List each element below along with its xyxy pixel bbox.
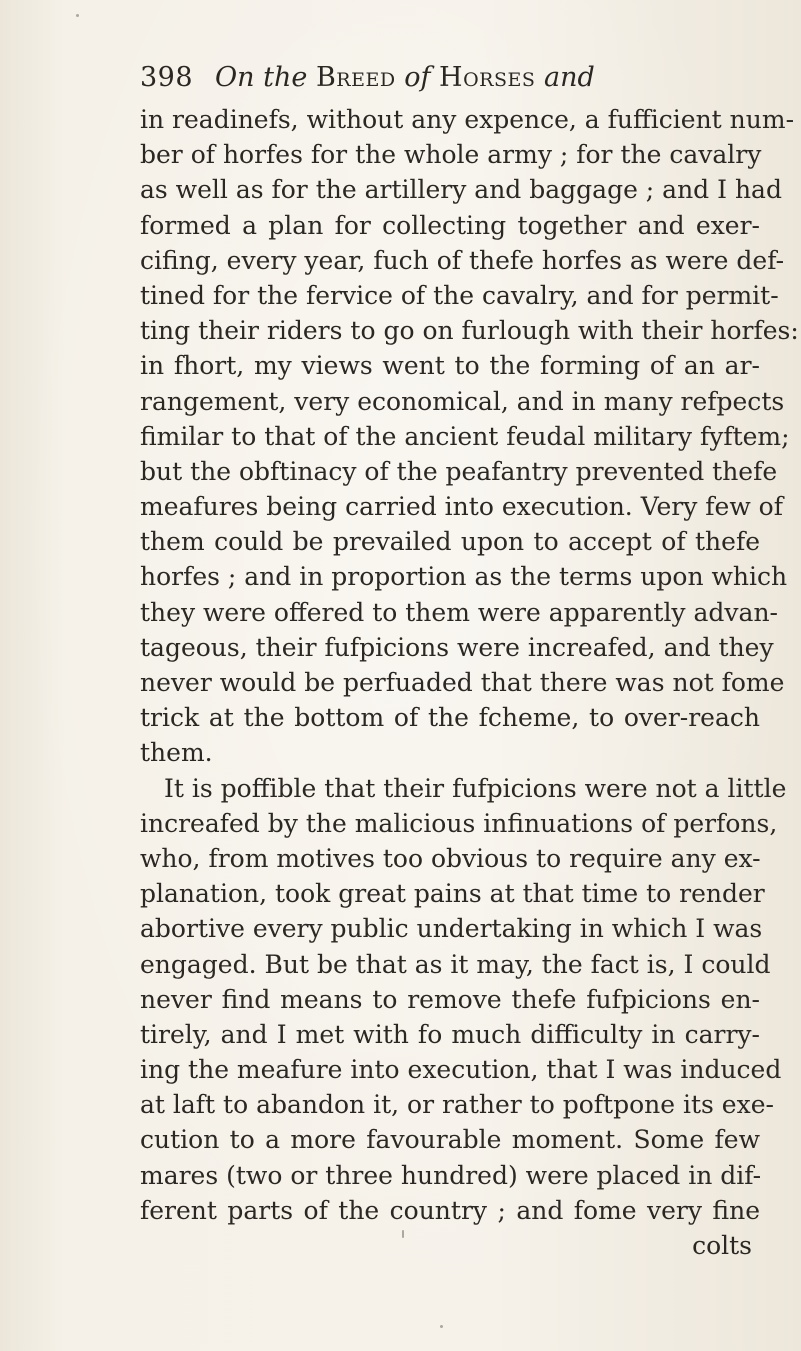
text-line: in fhort, my views went to the forming of an ar-: [140, 351, 760, 381]
text-line: increafed by the malicious infinuations of perfons,: [140, 808, 778, 838]
text-line: at laft to abandon it, or rather to poftpone its exe-: [140, 1090, 774, 1120]
text-line: tageous, their fufpicions were increafed, and they: [140, 632, 774, 662]
text-line: abortive every public undertaking in which I was: [140, 914, 763, 944]
text-line: mares (two or three hundred) were placed in dif-: [140, 1160, 762, 1190]
page-number: 398: [140, 62, 194, 93]
text-line: in readinefs, without any expence, a fufficient num-: [140, 105, 795, 134]
title-part-of: of: [404, 62, 431, 93]
title-part-on-the: On the: [215, 62, 308, 93]
paragraph-end-line: them.: [140, 738, 213, 768]
running-title: [215, 62, 595, 93]
text-line: as well as for the artillery and baggage ; and I had: [140, 175, 782, 205]
text-line: they were offered to them were apparently advan-: [140, 597, 778, 627]
text-line: horfes ; and in proportion as the terms upon which: [140, 562, 788, 592]
text-line: meafures being carried into execution. Very few of: [140, 492, 783, 522]
text-line: rangement, very economical, and in many refpects: [140, 386, 785, 416]
text-line: never would be perfuaded that there was not fome: [140, 668, 785, 697]
title-part-horses: Horses: [439, 62, 536, 93]
text-line: but the obftinacy of the peafantry prevented thefe: [140, 456, 778, 486]
text-line: ferent parts of the country ; and fome very fine: [140, 1195, 760, 1225]
text-line: trick at the bottom of the fcheme, to over-reach: [140, 703, 760, 733]
paper-speck: [76, 14, 79, 17]
title-part-and: and: [543, 62, 595, 93]
text-line: cifing, every year, fuch of thefe horfes as were def-: [140, 245, 785, 275]
paragraph-start-line: It is poffible that their fufpicions were not a little: [164, 773, 787, 803]
text-line: tined for the fervice of the cavalry, and for permit-: [140, 280, 779, 310]
catchword: colts: [692, 1231, 752, 1260]
body-text: [140, 102, 799, 1263]
paper-speck: [440, 1325, 443, 1328]
text-line: them could be prevailed upon to accept of thefe: [140, 527, 760, 557]
text-line: never find means to remove thefe fufpicions en-: [140, 984, 760, 1014]
running-header: [140, 60, 720, 96]
text-line: ing the meafure into execution, that I was induced: [140, 1055, 782, 1085]
text-line: tirely, and I met with fo much difficulty in carry-: [140, 1019, 760, 1049]
text-line: engaged. But be that as it may, the fact is, I could: [140, 949, 771, 979]
text-line: planation, took great pains at that time to render: [140, 879, 765, 909]
text-line: ting their riders to go on furlough with their horfes:: [140, 316, 799, 346]
text-line: cution to a more favourable moment. Some few: [140, 1125, 760, 1155]
paper-speck: [402, 1230, 404, 1238]
title-part-breed: Breed: [315, 62, 396, 93]
text-line: formed a plan for collecting together and exer-: [140, 210, 760, 240]
text-line: fimilar to that of the ancient feudal military fyftem;: [140, 421, 790, 451]
text-line: ber of horfes for the whole army ; for the cavalry: [140, 140, 762, 170]
text-line: who, from motives too obvious to require any ex-: [140, 843, 761, 873]
